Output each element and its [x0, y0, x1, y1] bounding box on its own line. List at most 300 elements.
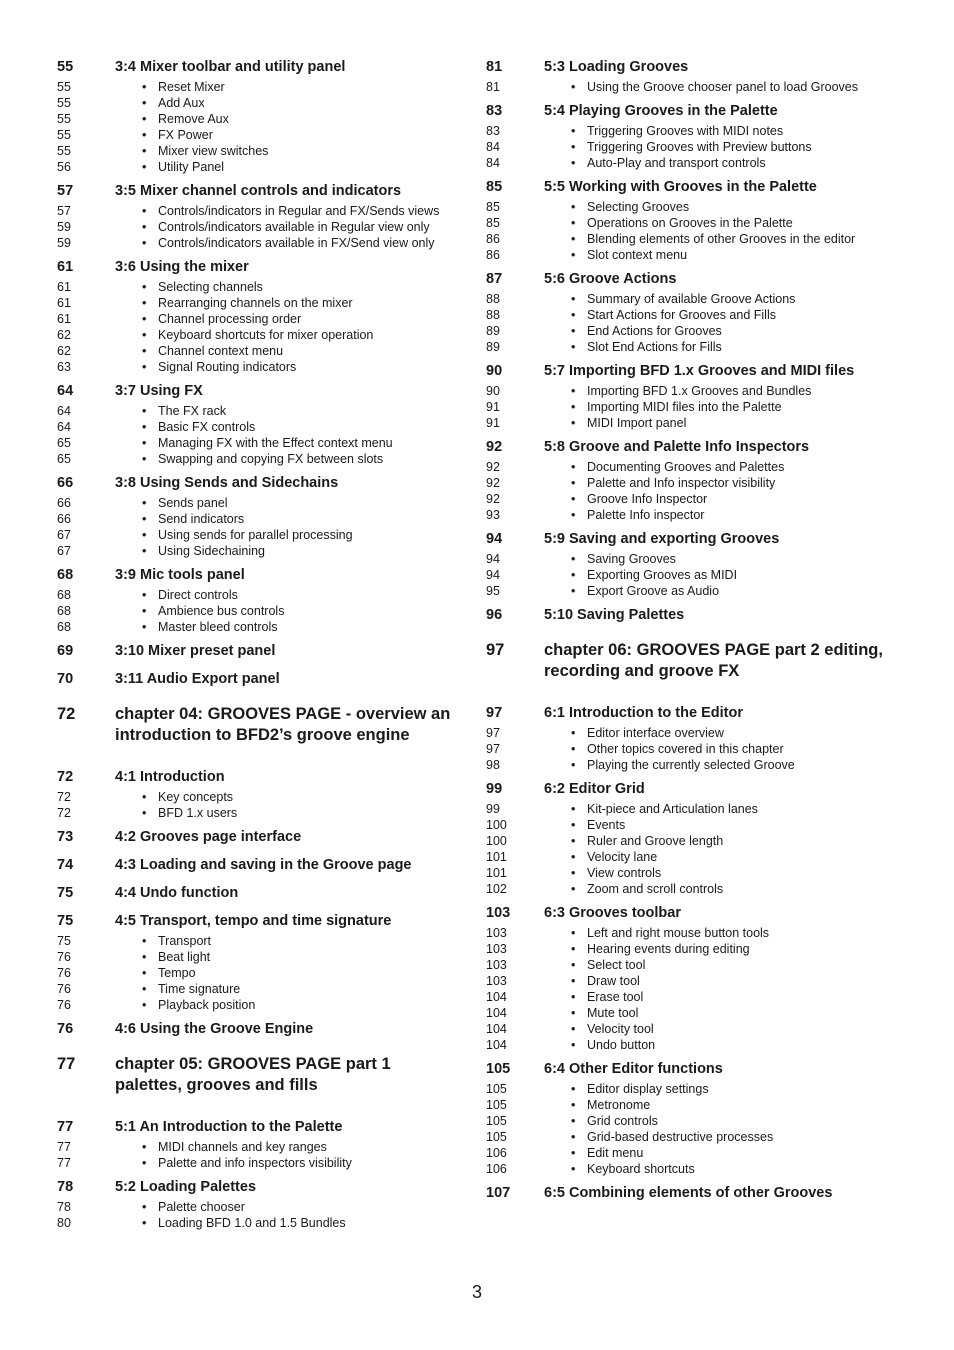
bullet-icon: •	[571, 834, 576, 848]
toc-subitem-list	[486, 801, 906, 897]
toc-section-title: 5:6 Groove Actions	[544, 271, 677, 287]
toc-page-ref: 72	[57, 705, 76, 723]
toc-section-entry	[57, 828, 467, 846]
toc-section-entry	[486, 904, 906, 1053]
toc-subitem	[57, 1155, 467, 1171]
bullet-icon: •	[142, 404, 147, 418]
bullet-icon: •	[571, 508, 576, 522]
bullet-icon: •	[571, 156, 576, 170]
toc-page-ref: 106	[486, 1146, 507, 1160]
toc-section-title: 6:4 Other Editor functions	[544, 1061, 723, 1077]
toc-section-entry	[57, 1118, 467, 1171]
toc-subitem-list	[57, 79, 467, 175]
toc-section-entry	[486, 362, 906, 431]
toc-subitem	[486, 155, 906, 171]
toc-page-ref: 105	[486, 1114, 507, 1128]
toc-subitem-list	[486, 123, 906, 171]
toc-page-ref: 107	[486, 1185, 511, 1201]
toc-subitem-label: Playback position	[158, 998, 256, 1012]
toc-page-ref: 99	[486, 781, 503, 797]
toc-subitem	[486, 1005, 906, 1021]
toc-section-title: 3:4 Mixer toolbar and utility panel	[115, 59, 346, 75]
toc-page-ref: 76	[57, 998, 71, 1012]
toc-subitem	[486, 123, 906, 139]
toc-section-heading	[57, 258, 467, 276]
bullet-icon: •	[571, 340, 576, 354]
toc-page-ref: 101	[486, 850, 507, 864]
toc-page-ref: 103	[486, 942, 507, 956]
bullet-icon: •	[142, 982, 147, 996]
toc-page-ref: 97	[486, 742, 500, 756]
bullet-icon: •	[571, 926, 576, 940]
toc-subitem-label: Playing the currently selected Groove	[587, 758, 795, 772]
toc-section-entry	[57, 856, 467, 874]
toc-subitem	[57, 143, 467, 159]
toc-section-entry	[486, 780, 906, 897]
toc-subitem	[486, 1097, 906, 1113]
toc-page-ref: 76	[57, 982, 71, 996]
bullet-icon: •	[142, 296, 147, 310]
toc-subitem-label: Beat light	[158, 950, 211, 964]
toc-chapter-entry	[57, 704, 467, 745]
toc-page-ref: 76	[57, 1021, 74, 1037]
bullet-icon: •	[571, 552, 576, 566]
toc-page-ref: 85	[486, 179, 503, 195]
toc-subitem	[486, 1081, 906, 1097]
toc-section-title: 5:2 Loading Palettes	[115, 1179, 257, 1195]
toc-subitem	[486, 139, 906, 155]
toc-section-heading	[57, 1020, 467, 1038]
toc-subitem-label: Erase tool	[587, 990, 644, 1004]
toc-subitem	[486, 849, 906, 865]
bullet-icon: •	[571, 384, 576, 398]
bullet-icon: •	[142, 528, 147, 542]
toc-page-ref: 89	[486, 340, 500, 354]
toc-subitem-label: Signal Routing indicators	[158, 360, 297, 374]
toc-section-heading	[57, 1118, 467, 1136]
toc-section-heading	[486, 904, 906, 922]
toc-section-title: 4:2 Grooves page interface	[115, 829, 302, 845]
toc-page-ref: 67	[57, 544, 71, 558]
toc-page-ref: 77	[57, 1055, 76, 1073]
toc-subitem	[57, 419, 467, 435]
toc-subitem-list	[57, 1199, 467, 1231]
toc-page-ref: 85	[486, 200, 500, 214]
toc-subitem-list	[57, 203, 467, 251]
toc-subitem	[486, 79, 906, 95]
toc-subitem-list	[486, 291, 906, 355]
toc-page-ref: 91	[486, 400, 500, 414]
toc-page-ref: 95	[486, 584, 500, 598]
bullet-icon: •	[571, 248, 576, 262]
toc-subitem-label: Grid-based destructive processes	[587, 1130, 774, 1144]
toc-subitem-label: Blending elements of other Grooves in the editor	[587, 232, 856, 246]
bullet-icon: •	[571, 1114, 576, 1128]
toc-page-ref: 57	[57, 204, 71, 218]
bullet-icon: •	[142, 950, 147, 964]
toc-section-title: 5:9 Saving and exporting Grooves	[544, 531, 780, 547]
toc-section-entry	[486, 530, 906, 599]
toc-section-title: 4:3 Loading and saving in the Groove page	[115, 857, 412, 873]
toc-section-entry	[57, 382, 467, 467]
toc-subitem	[57, 981, 467, 997]
toc-subitem-label: Direct controls	[158, 588, 238, 602]
bullet-icon: •	[571, 216, 576, 230]
bullet-icon: •	[571, 818, 576, 832]
toc-page-ref: 105	[486, 1082, 507, 1096]
toc-subitem-label: Ambience bus controls	[158, 604, 285, 618]
toc-subitem	[486, 459, 906, 475]
bullet-icon: •	[571, 1146, 576, 1160]
toc-subitem-label: Auto-Play and transport controls	[587, 156, 766, 170]
toc-subitem	[57, 295, 467, 311]
toc-page-ref: 64	[57, 383, 74, 399]
toc-page-ref: 103	[486, 974, 507, 988]
toc-subitem-list	[486, 725, 906, 773]
toc-subitem-label: Palette chooser	[158, 1200, 245, 1214]
toc-subitem-label: Select tool	[587, 958, 646, 972]
toc-section-heading	[486, 58, 906, 76]
toc-page-ref: 67	[57, 528, 71, 542]
toc-page-ref: 70	[57, 671, 74, 687]
toc-page-ref: 66	[57, 496, 71, 510]
toc-subitem-list	[486, 925, 906, 1053]
toc-section-title: 5:1 An Introduction to the Palette	[115, 1119, 343, 1135]
toc-chapter-title: chapter 05: GROOVES PAGE part 1 palettes, grooves and fills	[115, 1055, 391, 1094]
bullet-icon: •	[142, 328, 147, 342]
toc-subitem	[57, 933, 467, 949]
bullet-icon: •	[142, 112, 147, 126]
toc-section-heading	[57, 58, 467, 76]
bullet-icon: •	[571, 1038, 576, 1052]
toc-section-title: 3:11 Audio Export panel	[115, 671, 280, 687]
toc-subitem-label: Editor display settings	[587, 1082, 709, 1096]
toc-page-ref: 96	[486, 607, 503, 623]
toc-page-ref: 75	[57, 913, 74, 929]
toc-subitem	[57, 949, 467, 965]
toc-page-ref: 68	[57, 620, 71, 634]
toc-section-title: 4:1 Introduction	[115, 769, 225, 785]
toc-section-heading	[486, 438, 906, 456]
toc-page-ref: 77	[57, 1156, 71, 1170]
bullet-icon: •	[142, 604, 147, 618]
toc-subitem-label: Palette Info inspector	[587, 508, 705, 522]
toc-section-title: 4:4 Undo function	[115, 885, 239, 901]
bullet-icon: •	[571, 460, 576, 474]
toc-subitem	[57, 527, 467, 543]
bullet-icon: •	[571, 308, 576, 322]
toc-subitem	[57, 587, 467, 603]
bullet-icon: •	[571, 1006, 576, 1020]
toc-subitem-label: Using sends for parallel processing	[158, 528, 353, 542]
toc-subitem	[486, 215, 906, 231]
toc-page-ref: 98	[486, 758, 500, 772]
toc-subitem-list	[57, 495, 467, 559]
toc-page-ref: 104	[486, 1006, 507, 1020]
toc-subitem-label: Undo button	[587, 1038, 656, 1052]
toc-section-title: 5:4 Playing Grooves in the Palette	[544, 103, 778, 119]
toc-subitem	[486, 507, 906, 523]
toc-subitem-label: View controls	[587, 866, 662, 880]
toc-page-ref: 77	[57, 1119, 74, 1135]
toc-section-entry	[57, 884, 467, 902]
toc-section-heading	[57, 768, 467, 786]
bullet-icon: •	[571, 476, 576, 490]
toc-subitem	[486, 399, 906, 415]
bullet-icon: •	[142, 160, 147, 174]
toc-page-ref: 62	[57, 344, 71, 358]
toc-subitem-label: End Actions for Grooves	[587, 324, 722, 338]
toc-subitem-label: Key concepts	[158, 790, 234, 804]
toc-section-entry	[57, 566, 467, 635]
toc-section-title: 3:9 Mic tools panel	[115, 567, 245, 583]
toc-page-ref: 57	[57, 183, 74, 199]
toc-page-ref: 97	[486, 705, 503, 721]
toc-page-ref: 100	[486, 834, 507, 848]
bullet-icon: •	[142, 204, 147, 218]
toc-section-entry	[486, 606, 906, 624]
toc-page-ref: 64	[57, 420, 71, 434]
toc-left-column	[57, 58, 467, 1238]
toc-page-ref: 59	[57, 220, 71, 234]
toc-right-column	[486, 58, 906, 1212]
toc-subitem-label: Importing BFD 1.x Grooves and Bundles	[587, 384, 812, 398]
toc-section-title: 4:6 Using the Groove Engine	[115, 1021, 314, 1037]
bullet-icon: •	[142, 496, 147, 510]
toc-subitem	[486, 801, 906, 817]
toc-page-ref: 89	[486, 324, 500, 338]
toc-subitem	[486, 973, 906, 989]
toc-subitem-label: Kit-piece and Articulation lanes	[587, 802, 758, 816]
toc-subitem	[57, 1215, 467, 1231]
toc-subitem	[486, 199, 906, 215]
toc-page-ref: 103	[486, 905, 511, 921]
bullet-icon: •	[571, 124, 576, 138]
toc-section-heading	[486, 530, 906, 548]
toc-subitem	[486, 757, 906, 773]
toc-subitem-label: Zoom and scroll controls	[587, 882, 724, 896]
toc-subitem-label: Transport	[158, 934, 212, 948]
toc-subitem-label: Velocity tool	[587, 1022, 654, 1036]
toc-section-entry	[486, 270, 906, 355]
toc-subitem-label: Documenting Grooves and Palettes	[587, 460, 785, 474]
toc-subitem	[57, 159, 467, 175]
toc-subitem-list	[57, 933, 467, 1013]
toc-subitem	[486, 833, 906, 849]
toc-page-ref: 88	[486, 292, 500, 306]
toc-subitem	[57, 1139, 467, 1155]
toc-subitem-label: Using the Groove chooser panel to load Grooves	[587, 80, 858, 94]
toc-subitem-label: Start Actions for Grooves and Fills	[587, 308, 776, 322]
toc-subitem-label: Exporting Grooves as MIDI	[587, 568, 738, 582]
toc-subitem-label: Events	[587, 818, 626, 832]
toc-section-title: 6:2 Editor Grid	[544, 781, 645, 797]
toc-subitem-label: Loading BFD 1.0 and 1.5 Bundles	[158, 1216, 346, 1230]
toc-section-entry	[486, 102, 906, 171]
toc-subitem	[57, 359, 467, 375]
toc-section-heading	[486, 362, 906, 380]
toc-page-ref: 105	[486, 1098, 507, 1112]
toc-subitem	[57, 403, 467, 419]
toc-section-entry	[57, 474, 467, 559]
toc-page-ref: 65	[57, 436, 71, 450]
toc-section-title: 5:8 Groove and Palette Info Inspectors	[544, 439, 810, 455]
toc-subitem-label: Controls/indicators in Regular and FX/Sends views	[158, 204, 440, 218]
toc-subitem-label: Controls/indicators available in FX/Send view only	[158, 236, 435, 250]
toc-subitem-label: Time signature	[158, 982, 241, 996]
toc-subitem-list	[57, 1139, 467, 1171]
toc-subitem	[486, 1113, 906, 1129]
toc-page-ref: 101	[486, 866, 507, 880]
toc-subitem	[486, 941, 906, 957]
toc-page-ref: 92	[486, 439, 503, 455]
toc-subitem	[486, 725, 906, 741]
bullet-icon: •	[142, 280, 147, 294]
toc-subitem	[486, 1021, 906, 1037]
toc-page-ref: 94	[486, 568, 500, 582]
toc-page-ref: 104	[486, 1022, 507, 1036]
bullet-icon: •	[142, 128, 147, 142]
bullet-icon: •	[142, 934, 147, 948]
toc-subitem-label: Summary of available Groove Actions	[587, 292, 796, 306]
toc-subitem-label: Selecting Grooves	[587, 200, 690, 214]
toc-subitem	[57, 805, 467, 821]
toc-subitem	[486, 415, 906, 431]
bullet-icon: •	[571, 400, 576, 414]
toc-subitem	[57, 511, 467, 527]
toc-page-ref: 92	[486, 476, 500, 490]
toc-subitem-label: Managing FX with the Effect context menu	[158, 436, 393, 450]
toc-subitem-label: Operations on Grooves in the Palette	[587, 216, 793, 230]
toc-section-title: 3:7 Using FX	[115, 383, 203, 399]
toc-subitem-label: Remove Aux	[158, 112, 229, 126]
toc-page-ref: 73	[57, 829, 74, 845]
toc-page-ref: 76	[57, 966, 71, 980]
toc-subitem	[57, 619, 467, 635]
toc-subitem	[486, 1161, 906, 1177]
toc-subitem-label: Mixer view switches	[158, 144, 269, 158]
toc-subitem-list	[57, 279, 467, 375]
toc-subitem-label: Keyboard shortcuts	[587, 1162, 695, 1176]
toc-section-heading	[486, 704, 906, 722]
toc-section-title: 3:6 Using the mixer	[115, 259, 249, 275]
toc-page-ref: 63	[57, 360, 71, 374]
toc-page-ref: 66	[57, 512, 71, 526]
toc-page-ref: 75	[57, 934, 71, 948]
bullet-icon: •	[571, 584, 576, 598]
bullet-icon: •	[571, 292, 576, 306]
toc-page-ref: 83	[486, 103, 503, 119]
toc-section-title: 3:5 Mixer channel controls and indicators	[115, 183, 402, 199]
toc-subitem	[486, 339, 906, 355]
toc-section-entry	[57, 182, 467, 251]
toc-page-ref: 83	[486, 124, 500, 138]
toc-subitem-label: Mute tool	[587, 1006, 639, 1020]
toc-subitem	[486, 925, 906, 941]
bullet-icon: •	[571, 990, 576, 1004]
toc-page-ref: 99	[486, 802, 500, 816]
bullet-icon: •	[571, 232, 576, 246]
toc-subitem-label: BFD 1.x users	[158, 806, 238, 820]
toc-subitem	[57, 543, 467, 559]
toc-subitem-label: Swapping and copying FX between slots	[158, 452, 384, 466]
toc-chapter-title: chapter 06: GROOVES PAGE part 2 editing, recording and groove FX	[544, 641, 883, 680]
toc-subitem	[486, 231, 906, 247]
toc-page-ref: 76	[57, 950, 71, 964]
toc-section-heading	[57, 670, 467, 688]
toc-page-ref: 55	[57, 59, 74, 75]
toc-section-heading	[486, 780, 906, 798]
bullet-icon: •	[142, 544, 147, 558]
toc-section-title: 6:1 Introduction to the Editor	[544, 705, 743, 721]
toc-section-entry	[486, 58, 906, 95]
bullet-icon: •	[142, 1140, 147, 1154]
bullet-icon: •	[142, 80, 147, 94]
toc-subitem	[57, 435, 467, 451]
bullet-icon: •	[142, 790, 147, 804]
toc-page-ref: 84	[486, 156, 500, 170]
toc-subitem-label: MIDI channels and key ranges	[158, 1140, 327, 1154]
toc-page-ref: 94	[486, 531, 503, 547]
toc-page-ref: 104	[486, 990, 507, 1004]
toc-subitem-list	[486, 383, 906, 431]
toc-subitem-label: Grid controls	[587, 1114, 658, 1128]
toc-subitem	[57, 603, 467, 619]
toc-subitem	[486, 491, 906, 507]
toc-page-ref: 55	[57, 112, 71, 126]
toc-subitem-label: Selecting channels	[158, 280, 263, 294]
bullet-icon: •	[571, 324, 576, 338]
bullet-icon: •	[571, 882, 576, 896]
toc-subitem-label: Keyboard shortcuts for mixer operation	[158, 328, 374, 342]
toc-subitem	[486, 957, 906, 973]
toc-page-ref: 80	[57, 1216, 71, 1230]
toc-section-entry	[57, 912, 467, 1013]
bullet-icon: •	[571, 742, 576, 756]
toc-page-ref: 68	[57, 588, 71, 602]
toc-chapter-entry	[486, 640, 906, 681]
bullet-icon: •	[142, 966, 147, 980]
toc-subitem-list	[486, 551, 906, 599]
toc-subitem-list	[486, 459, 906, 523]
toc-page-ref: 104	[486, 1038, 507, 1052]
toc-page-ref: 65	[57, 452, 71, 466]
toc-page-ref: 72	[57, 806, 71, 820]
toc-section-entry	[486, 438, 906, 523]
toc-page-ref: 61	[57, 312, 71, 326]
toc-subitem-label: Importing MIDI files into the Palette	[587, 400, 782, 414]
toc-page-ref: 72	[57, 790, 71, 804]
toc-subitem-list	[486, 199, 906, 263]
toc-page-ref: 61	[57, 259, 74, 275]
toc-chapter-title: chapter 04: GROOVES PAGE - overview an introduction to BFD2’s groove engine	[115, 705, 451, 744]
bullet-icon: •	[142, 312, 147, 326]
bullet-icon: •	[571, 200, 576, 214]
toc-subitem-list	[57, 403, 467, 467]
bullet-icon: •	[142, 420, 147, 434]
bullet-icon: •	[571, 416, 576, 430]
toc-subitem	[486, 291, 906, 307]
toc-subitem-label: Controls/indicators available in Regular view only	[158, 220, 430, 234]
toc-subitem	[486, 247, 906, 263]
toc-page-ref: 78	[57, 1200, 71, 1214]
toc-section-entry	[57, 58, 467, 175]
toc-section-entry	[57, 768, 467, 821]
toc-subitem-label: Export Groove as Audio	[587, 584, 720, 598]
toc-page-ref: 55	[57, 80, 71, 94]
bullet-icon: •	[142, 620, 147, 634]
toc-page-ref: 94	[486, 552, 500, 566]
